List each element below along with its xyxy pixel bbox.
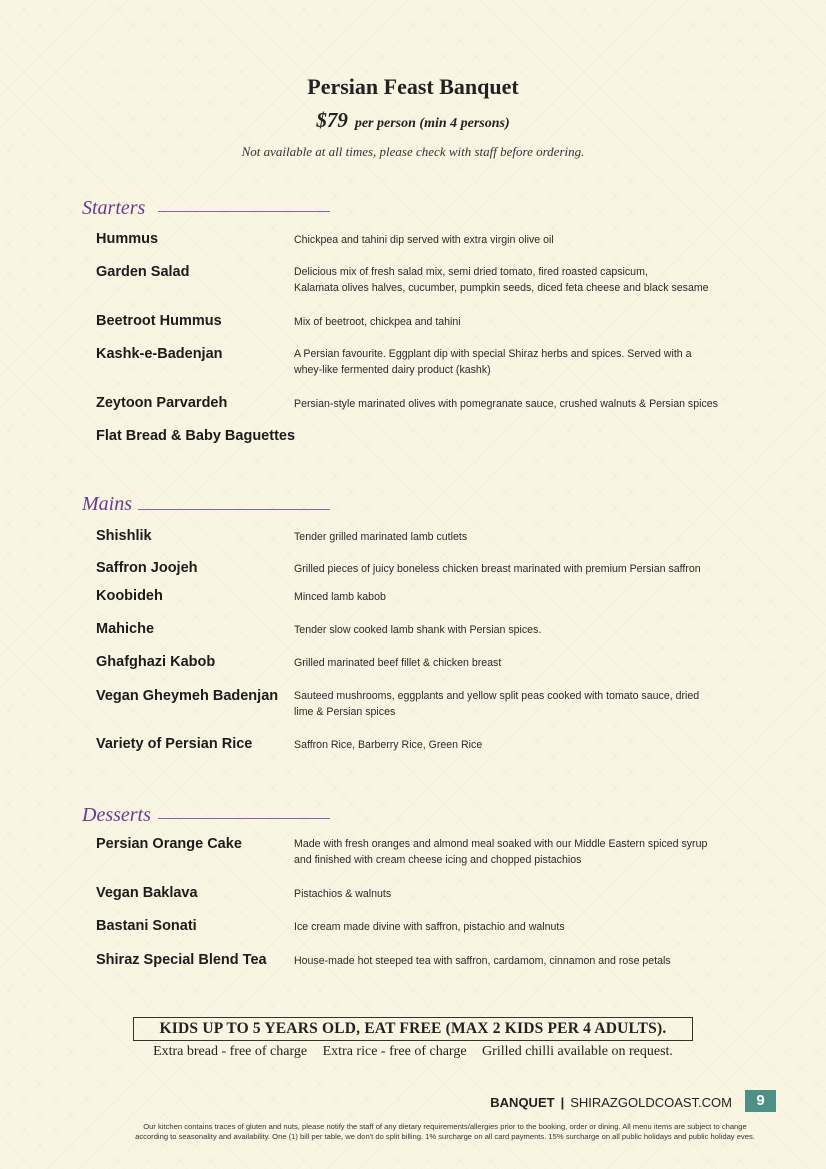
menu-item-desc: Grilled marinated beef fillet & chicken breast (294, 657, 502, 669)
footer-separator: | (560, 1095, 565, 1110)
menu-item-desc-line: lime & Persian spices (294, 705, 396, 718)
disclaimer-line: Our kitchen contains traces of gluten and nuts, please notify the staff of any dietary requirements/allergies prior to the booking, order or dining. All menu items are subject to change (143, 1122, 747, 1131)
menu-item-desc (294, 347, 764, 378)
menu-item-name: Mahiche (96, 621, 155, 637)
extras-line (0, 1044, 826, 1060)
footer-section-label: BANQUET (490, 1095, 555, 1110)
menu-item-name: Shiraz Special Blend Tea (96, 952, 267, 968)
menu-item-desc: Ice cream made divine with saffron, pistachio and walnuts (294, 921, 565, 933)
chilli-note: Grilled chilli available on request. (482, 1044, 673, 1059)
disclaimer-line: according to seasonality and availability. One (1) bill per table, we don't do split billing. 1% surcharge on all card payments. 15% surcharge on all public holidays and public holiday eves. (135, 1132, 755, 1141)
menu-item-name: Ghafghazi Kabob (96, 654, 216, 670)
menu-item-name: Shishlik (96, 528, 152, 544)
menu-item-name: Persian Orange Cake (96, 836, 242, 852)
menu-item-desc: Grilled pieces of juicy boneless chicken breast marinated with premium Persian saffron (294, 563, 701, 575)
footer-website: SHIRAZGOLDCOAST.COM (570, 1095, 732, 1110)
menu-item-desc: Saffron Rice, Barberry Rice, Green Rice (294, 739, 483, 751)
price-amount: $79 (316, 108, 348, 132)
menu-item-desc-line: Sauteed mushrooms, eggplants and yellow split peas cooked with tomato sauce, dried (294, 690, 700, 702)
section-divider (158, 211, 330, 212)
section-divider (138, 509, 330, 510)
menu-item-name: Koobideh (96, 588, 163, 604)
menu-item-name: Saffron Joojeh (96, 560, 198, 576)
menu-item-desc-line: and finished with cream cheese icing and chopped pistachios (294, 853, 582, 866)
menu-item-name: Garden Salad (96, 264, 190, 280)
kids-eat-free-notice: KIDS UP TO 5 YEARS OLD, EAT FREE (MAX 2 KIDS PER 4 ADULTS). (133, 1017, 693, 1041)
menu-item-name: Kashk-e-Badenjan (96, 346, 223, 362)
menu-item-name: Vegan Gheymeh Badenjan (96, 688, 279, 704)
section-heading-mains: Mains (82, 493, 132, 515)
menu-item-desc (294, 689, 764, 720)
menu-item-desc-line: Made with fresh oranges and almond meal soaked with our Middle Eastern spiced syrup (294, 838, 708, 850)
extra-bread-note: Extra bread - free of charge (153, 1044, 308, 1059)
menu-item-name: Bastani Sonati (96, 918, 197, 934)
menu-item-desc (294, 265, 764, 296)
menu-item-desc-line: Delicious mix of fresh salad mix, semi dried tomato, fired roasted capsicum, (294, 266, 648, 278)
menu-item-name: Zeytoon Parvardeh (96, 395, 228, 411)
page-number-badge: 9 (745, 1090, 776, 1112)
menu-item-name: Flat Bread & Baby Baguettes (96, 428, 296, 444)
menu-item-desc: Pistachios & walnuts (294, 888, 392, 900)
menu-item-desc: Mix of beetroot, chickpea and tahini (294, 316, 461, 328)
menu-item-desc: Persian-style marinated olives with pomegranate sauce, crushed walnuts & Persian spices (294, 398, 718, 410)
menu-item-desc: Minced lamb kabob (294, 591, 386, 603)
menu-item-name: Beetroot Hummus (96, 313, 222, 329)
menu-item-desc-line: A Persian favourite. Eggplant dip with special Shiraz herbs and spices. Served with a (294, 348, 692, 360)
section-heading-desserts: Desserts (82, 804, 151, 826)
menu-item-desc (294, 837, 764, 868)
availability-note: Not available at all times, please check with staff before ordering. (241, 144, 585, 159)
menu-item-desc-line: Kalamata olives halves, cucumber, pumpkin seeds, diced feta cheese and black sesame (294, 281, 709, 294)
menu-item-name: Hummus (96, 231, 159, 247)
menu-item-name: Vegan Baklava (96, 885, 198, 901)
menu-item-desc: Chickpea and tahini dip served with extra virgin olive oil (294, 234, 554, 246)
price-line (0, 108, 826, 133)
section-divider (158, 818, 330, 819)
section-heading-starters: Starters (82, 197, 146, 219)
price-note: per person (min 4 persons) (354, 116, 510, 131)
disclaimer (100, 1122, 790, 1142)
menu-item-desc: House-made hot steeped tea with saffron, cardamom, cinnamon and rose petals (294, 955, 671, 967)
menu-item-desc: Tender grilled marinated lamb cutlets (294, 531, 468, 543)
menu-item-name: Variety of Persian Rice (96, 736, 253, 752)
menu-item-desc-line: whey-like fermented dairy product (kashk) (294, 363, 491, 376)
menu-item-desc: Tender slow cooked lamb shank with Persian spices. (294, 624, 542, 636)
page-title: Persian Feast Banquet (307, 74, 519, 99)
extra-rice-note: Extra rice - free of charge (322, 1044, 467, 1059)
footer-bar (490, 1095, 732, 1110)
